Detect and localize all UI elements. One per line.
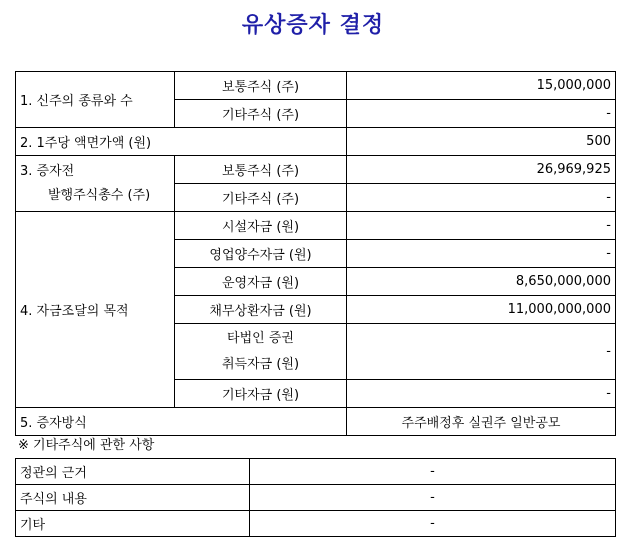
row-label: 1. 신주의 종류와 수 — [16, 72, 175, 128]
row-label: 2. 1주당 액면가액 (원) — [16, 128, 347, 156]
sub-label: 운영자금 (원) — [175, 268, 347, 296]
page-title: 유상증자 결정 — [241, 12, 385, 38]
value-cell: 15,000,000 — [347, 72, 616, 100]
value-cell: - — [347, 100, 616, 128]
row-label: 정관의 근거 — [16, 459, 250, 485]
value-cell: - — [250, 485, 616, 511]
row-label-line1: 3. 증자전 — [20, 163, 75, 179]
row-label — [16, 156, 175, 212]
value-cell: 주주배정후 실권주 일반공모 — [347, 408, 616, 436]
table-row — [16, 511, 616, 537]
sub-label-line1: 타법인 증권 — [227, 330, 294, 346]
sub-label: 영업양수자금 (원) — [175, 240, 347, 268]
sub-label: 기타주식 (주) — [175, 100, 347, 128]
table-row — [16, 72, 616, 100]
sub-label — [175, 324, 347, 380]
value-cell: 8,650,000,000 — [347, 268, 616, 296]
value-cell: - — [347, 380, 616, 408]
table-row — [16, 156, 616, 184]
row-label: 4. 자금조달의 목적 — [16, 212, 175, 408]
table-row — [16, 408, 616, 436]
row-label: 기타 — [16, 511, 250, 537]
value-cell: 11,000,000,000 — [347, 296, 616, 324]
sub-label-line2: 취득자금 (원) — [221, 356, 300, 372]
table-row — [16, 485, 616, 511]
table-row — [16, 459, 616, 485]
rights-offering-table — [15, 71, 616, 436]
row-label: 주식의 내용 — [16, 485, 250, 511]
value-cell: - — [347, 212, 616, 240]
row-label-line2: 발행주식총수 (주) — [48, 187, 151, 203]
sub-label: 보통주식 (주) — [175, 72, 347, 100]
value-cell: - — [347, 324, 616, 380]
sub-label: 기타자금 (원) — [175, 380, 347, 408]
note-heading: ※ 기타주식에 관한 사항 — [18, 438, 155, 453]
row-label: 5. 증자방식 — [16, 408, 347, 436]
table-row — [16, 212, 616, 240]
sub-label: 채무상환자금 (원) — [175, 296, 347, 324]
sub-label: 보통주식 (주) — [175, 156, 347, 184]
sub-label: 시설자금 (원) — [175, 212, 347, 240]
value-cell: - — [347, 240, 616, 268]
value-cell: - — [250, 511, 616, 537]
sub-label: 기타주식 (주) — [175, 184, 347, 212]
value-cell: 26,969,925 — [347, 156, 616, 184]
value-cell: - — [250, 459, 616, 485]
value-cell: - — [347, 184, 616, 212]
value-cell: 500 — [347, 128, 616, 156]
table-row — [16, 128, 616, 156]
other-shares-table — [15, 458, 616, 537]
